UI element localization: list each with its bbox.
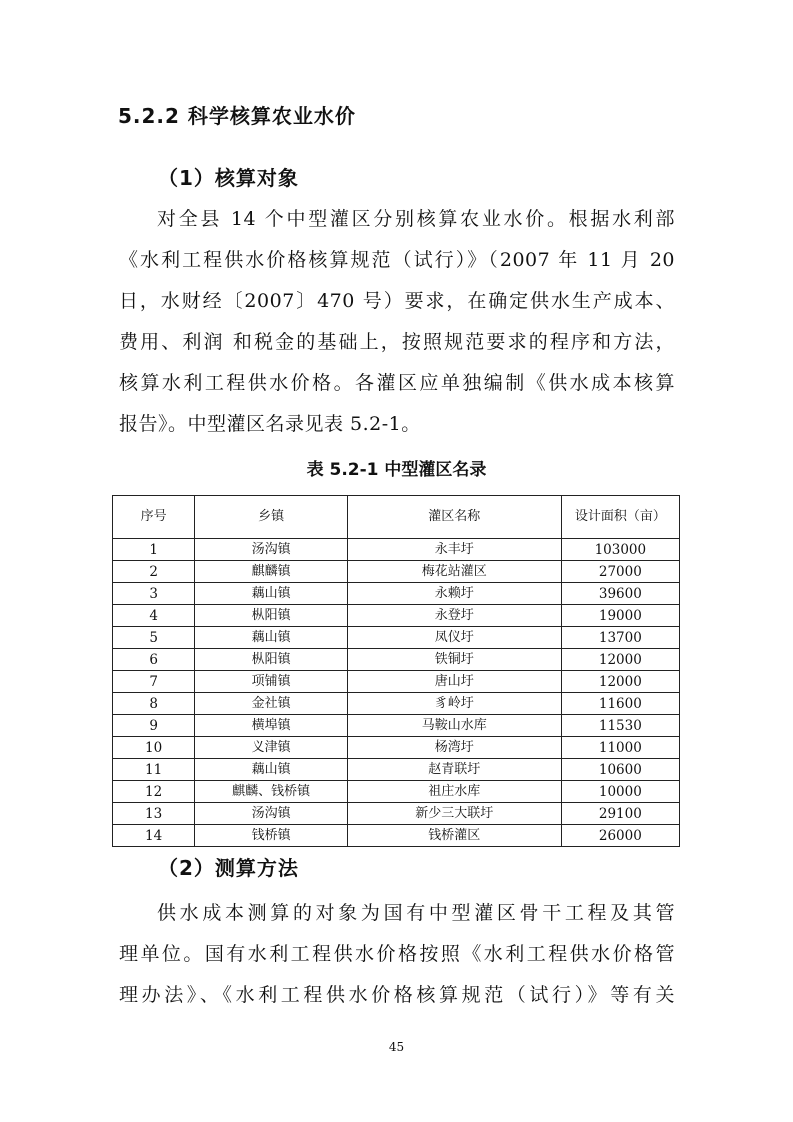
cell-design-area: 27000: [561, 561, 679, 583]
cell-design-area: 11600: [561, 693, 679, 715]
cell-town: 义津镇: [195, 737, 348, 759]
paragraph-line: 理办法》、《水利工程供水价格核算规范（试行）》等有关: [119, 984, 675, 1006]
table-header-row: [113, 496, 680, 539]
cell-seq: 10: [113, 737, 195, 759]
table-row: [113, 737, 680, 759]
table-row: [113, 715, 680, 737]
cell-design-area: 11000: [561, 737, 679, 759]
cell-district-name: 凤仪圩: [347, 627, 561, 649]
cell-design-area: 10600: [561, 759, 679, 781]
cell-town: 钱桥镇: [195, 825, 348, 847]
cell-design-area: 39600: [561, 583, 679, 605]
cell-design-area: 19000: [561, 605, 679, 627]
cell-town: 金社镇: [195, 693, 348, 715]
cell-town: 枞阳镇: [195, 649, 348, 671]
cell-seq: 5: [113, 627, 195, 649]
paragraph-line: 日，水财经〔2007〕470 号）要求，在确定供水生产成本、: [119, 290, 675, 312]
table-row: [113, 825, 680, 847]
cell-district-name: 唐山圩: [347, 671, 561, 693]
cell-design-area: 10000: [561, 781, 679, 803]
table-row: [113, 539, 680, 561]
table-row: [113, 803, 680, 825]
header-seq: 序号: [113, 496, 195, 539]
cell-town: 藕山镇: [195, 627, 348, 649]
paragraph-line: 费用、利润 和税金的基础上，按照规范要求的程序和方法，: [119, 331, 675, 353]
table-row: [113, 671, 680, 693]
cell-seq: 13: [113, 803, 195, 825]
cell-seq: 8: [113, 693, 195, 715]
paragraph-line: 《水利工程供水价格核算规范（试行）》（2007 年 11 月 20: [119, 249, 675, 271]
cell-district-name: 梅花站灌区: [347, 561, 561, 583]
cell-seq: 7: [113, 671, 195, 693]
cell-town: 汤沟镇: [195, 539, 348, 561]
cell-district-name: 新少三大联圩: [347, 803, 561, 825]
cell-town: 横埠镇: [195, 715, 348, 737]
cell-design-area: 13700: [561, 627, 679, 649]
paragraph-1: [119, 199, 675, 445]
cell-design-area: 26000: [561, 825, 679, 847]
cell-district-name: 祖庄水库: [347, 781, 561, 803]
paragraph-2: [119, 893, 675, 1016]
cell-design-area: 11530: [561, 715, 679, 737]
cell-district-name: 永登圩: [347, 605, 561, 627]
cell-seq: 12: [113, 781, 195, 803]
cell-seq: 1: [113, 539, 195, 561]
table-row: [113, 627, 680, 649]
cell-district-name: 豸岭圩: [347, 693, 561, 715]
cell-design-area: 103000: [561, 539, 679, 561]
cell-town: 麒麟、钱桥镇: [195, 781, 348, 803]
table-row: [113, 649, 680, 671]
cell-seq: 9: [113, 715, 195, 737]
header-design-area: 设计面积（亩）: [561, 496, 679, 539]
header-district-name: 灌区名称: [347, 496, 561, 539]
cell-district-name: 马鞍山水库: [347, 715, 561, 737]
table-caption: 表 5.2-1 中型灌区名录: [306, 460, 487, 480]
table-row: [113, 561, 680, 583]
table-row: [113, 759, 680, 781]
cell-district-name: 钱桥灌区: [347, 825, 561, 847]
header-town: 乡镇: [195, 496, 348, 539]
paragraph-line: 对全县 14 个中型灌区分别核算农业水价。根据水利部: [157, 208, 675, 230]
cell-district-name: 永丰圩: [347, 539, 561, 561]
table-row: [113, 693, 680, 715]
cell-district-name: 赵青联圩: [347, 759, 561, 781]
cell-design-area: 12000: [561, 671, 679, 693]
table-row: [113, 781, 680, 803]
subsection-heading-1: （1）核算对象: [158, 166, 299, 190]
cell-town: 麒麟镇: [195, 561, 348, 583]
cell-seq: 6: [113, 649, 195, 671]
cell-district-name: 杨湾圩: [347, 737, 561, 759]
paragraph-line: 理单位。国有水利工程供水价格按照《水利工程供水价格管: [119, 943, 675, 965]
paragraph-line: 报告》。中型灌区名录见表 5.2-1。: [119, 413, 421, 435]
cell-seq: 11: [113, 759, 195, 781]
cell-town: 汤沟镇: [195, 803, 348, 825]
cell-seq: 2: [113, 561, 195, 583]
cell-town: 藕山镇: [195, 759, 348, 781]
irrigation-district-table: [112, 495, 680, 847]
table-row: [113, 583, 680, 605]
subsection-heading-2: （2）测算方法: [158, 856, 299, 880]
cell-district-name: 铁铜圩: [347, 649, 561, 671]
cell-town: 枞阳镇: [195, 605, 348, 627]
paragraph-line: 核算水利工程供水价格。各灌区应单独编制《供水成本核算: [119, 372, 675, 394]
page-number: 45: [388, 1040, 405, 1054]
cell-design-area: 29100: [561, 803, 679, 825]
cell-design-area: 12000: [561, 649, 679, 671]
cell-seq: 3: [113, 583, 195, 605]
cell-seq: 14: [113, 825, 195, 847]
cell-seq: 4: [113, 605, 195, 627]
section-heading: 5.2.2 科学核算农业水价: [118, 104, 356, 128]
paragraph-line: 供水成本测算的对象为国有中型灌区骨干工程及其管: [157, 902, 675, 924]
cell-town: 藕山镇: [195, 583, 348, 605]
cell-district-name: 永赖圩: [347, 583, 561, 605]
cell-town: 项铺镇: [195, 671, 348, 693]
table-row: [113, 605, 680, 627]
